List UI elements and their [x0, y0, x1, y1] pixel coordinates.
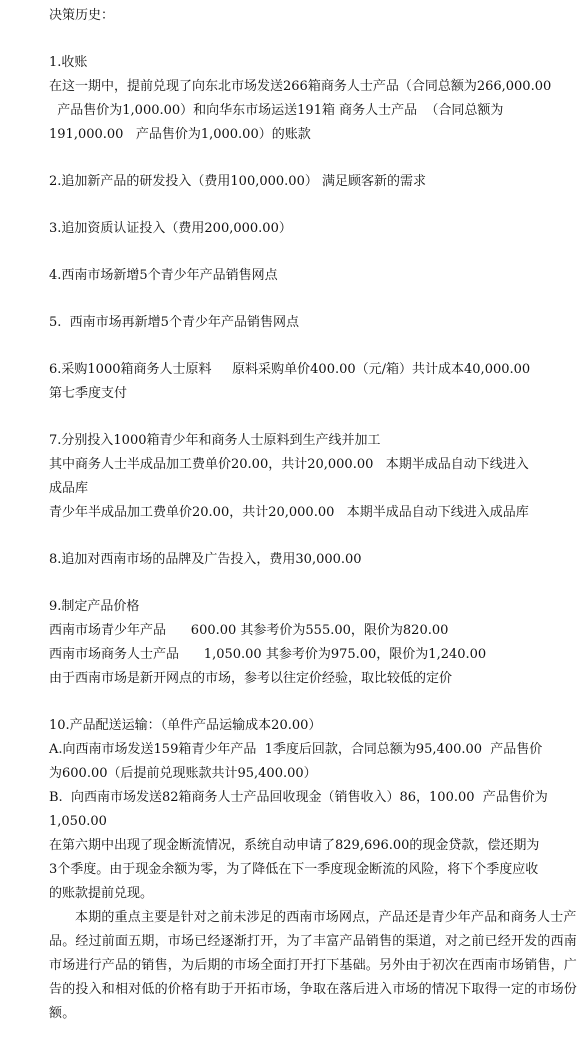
section-heading: 10.产品配送运输：（单件产品运输成本20.00）: [49, 718, 322, 733]
spacer: [49, 572, 579, 595]
section-heading: 3.追加资质认证投入（费用200,000.00）: [49, 221, 292, 236]
section-heading: 9.制定产品价格: [49, 599, 140, 614]
section-4: [49, 264, 579, 288]
spacer: [49, 147, 579, 170]
section-line: 成品库: [49, 481, 89, 496]
section-line: 由于西南市场是新开网点的市场，参考以往定价经验，取比较低的定价: [49, 671, 453, 686]
spacer: [49, 335, 579, 358]
section-heading: 6.采购1000箱商务人士原料 原料采购单价400.00（元/箱）共计成本40,000.00: [49, 362, 531, 377]
section-line: B. 向西南市场发送82箱商务人士产品回收现金（销售收入）86，100.00 产品售价为: [49, 790, 548, 805]
document-title: 决策历史：: [49, 8, 115, 23]
section-line: 191,000.00 产品售价为1,000.00）的账款: [49, 127, 311, 142]
spacer: [49, 194, 579, 217]
section-3: [49, 217, 579, 241]
section-heading: 2.追加新产品的研发投入（费用100,000.00） 满足顾客新的需求: [49, 174, 426, 189]
section-10: [49, 714, 579, 906]
spacer: [49, 241, 579, 264]
section-6: [49, 358, 579, 406]
section-line: 为600.00（后提前兑现账款共计95,400.00）: [49, 766, 317, 781]
spacer: [49, 28, 579, 51]
spacer: [49, 525, 579, 548]
section-heading: 5. 西南市场再新增5个青少年产品销售网点: [49, 315, 299, 330]
section-line: 西南市场青少年产品 600.00 其参考价为555.00，限价为820.00: [49, 623, 449, 638]
section-line: 第七季度支付: [49, 386, 128, 401]
section-heading: 7.分别投入1000箱青少年和商务人士原料到生产线并加工: [49, 433, 381, 448]
section-2: [49, 170, 579, 194]
section-line: A.向西南市场发送159箱青少年产品 1季度后回款，合同总额为95,400.00 产品售价: [49, 742, 543, 757]
section-line: 青少年半成品加工费单价20.00，共计20,000.00 本期半成品自动下线进入成品库: [49, 505, 529, 520]
section-heading: 8.追加对西南市场的品牌及广告投入，费用30,000.00: [49, 552, 362, 567]
spacer: [49, 288, 579, 311]
section-line: 产品售价为1,000.00）和向华东市场运送191箱 商务人士产品 （合同总额为: [49, 103, 504, 118]
section-5: [49, 311, 579, 335]
section-line: 的账款提前兑现。: [49, 886, 154, 901]
section-heading: 4.西南市场新增5个青少年产品销售网点: [49, 268, 278, 283]
section-line: 1,050.00: [49, 814, 107, 829]
section-line: 3个季度。由于现金余额为零，为了降低在下一季度现金断流的风险，将下个季度应收: [49, 862, 539, 877]
section-1: [49, 51, 579, 147]
section-7: [49, 429, 579, 525]
section-line: 其中商务人士半成品加工费单价20.00，共计20,000.00 本期半成品自动下线进入: [49, 457, 529, 472]
section-8: [49, 548, 579, 572]
section-line: 西南市场商务人士产品 1,050.00 其参考价为975.00，限价为1,240.00: [49, 647, 487, 662]
summary-paragraph: 本期的重点主要是针对之前未涉足的西南市场网点，产品还是青少年产品和商务人士产品。经过前面五期，市场已经逐渐打开，为了丰富产品销售的渠道，对之前已经开发的西南市场进行产品的销售，为后期的市场全面打开打下基础。另外由于初次在西南市场销售，广告的投入和相对低的价格有助于开拓市场，争取在落后进入市场的情况下取得一定的市场份额。: [49, 910, 578, 1021]
spacer: [49, 691, 579, 714]
spacer: [49, 406, 579, 429]
section-line: 在这一期中，提前兑现了向东北市场发送266箱商务人士产品（合同总额为266,000.00: [49, 79, 552, 94]
document: [49, 4, 579, 1026]
section-heading: 1.收账: [49, 55, 88, 70]
section-line: 在第六期中出现了现金断流情况，系统自动申请了829,696.00的现金贷款，偿还期为: [49, 838, 540, 853]
section-9: [49, 595, 579, 691]
